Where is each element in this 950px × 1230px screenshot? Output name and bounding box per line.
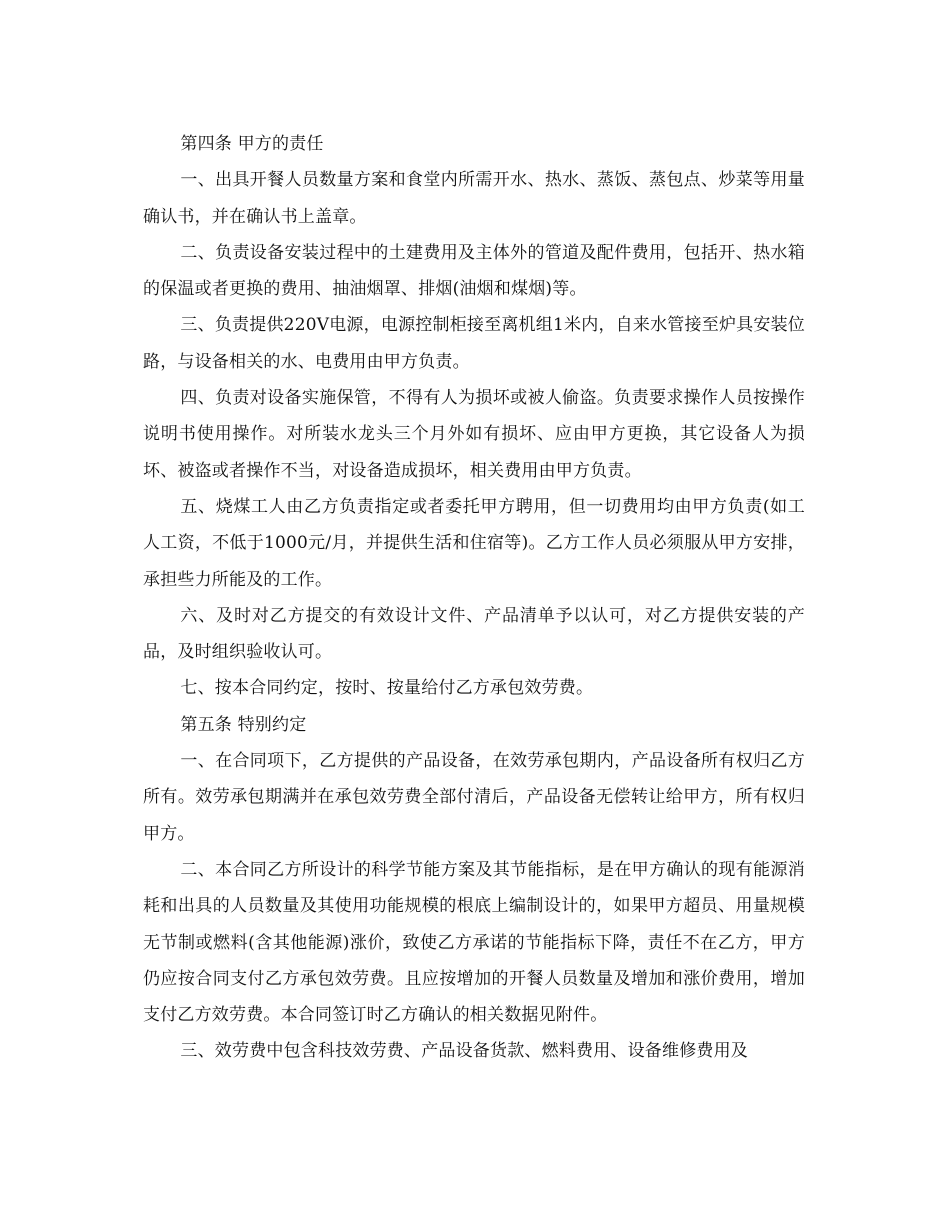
article-5-item-3: 三、效劳费中包含科技效劳费、产品设备货款、燃料费用、设备维修费用及 <box>180 1041 748 1062</box>
article-4-item-2: 二、负责设备安装过程中的土建费用及主体外的管道及配件费用，包括开、热水箱的保温或者更换的费用、抽油烟罩、排烟(油烟和煤烟)等。 <box>143 242 805 300</box>
article-4-item-4: 四、负责对设备实施保管，不得有人为损坏或被人偷盗。负责要求操作人员按操作说明书使用操作。对所装水龙头三个月外如有损坏、应由甲方更换，其它设备人为损坏、被盗或者操作不当，对设备造成损坏，相关费用由甲方负责。 <box>143 388 805 481</box>
article-4-item-3: 三、负责提供220V电源，电源控制柜接至离机组1米内，自来水管接至炉具安装位路，与设备相关的水、电费用由甲方负责。 <box>143 315 805 372</box>
article-5-heading: 第五条 特别约定 <box>180 714 307 735</box>
article-4-heading: 第四条 甲方的责任 <box>180 134 324 154</box>
article-5-item-2: 二、本合同乙方所设计的科学节能方案及其节能指标，是在甲方确认的现有能源消耗和出具的人员数量及其使用功能规模的根底上编制设计的，如果甲方超员、用量规模无节制或燃料(含其他能源)涨价，致使乙方承诺的节能指标下降，责任不在乙方，甲方仍应按合同支付乙方承包效劳费。且应按增加的开餐人员数量及增加和涨价费用，增加支付乙方效劳费。本合同签订时乙方确认的相关数据见附件。 <box>143 859 805 1026</box>
article-4-item-6: 六、及时对乙方提交的有效设计文件、产品清单予以认可，对乙方提供安装的产品，及时组织验收认可。 <box>143 605 805 663</box>
article-4-item-5: 五、烧煤工人由乙方负责指定或者委托甲方聘用，但一切费用均由甲方负责(如工人工资，不低于1000元/月，并提供生活和住宿等)。乙方工作人员必须服从甲方安排，承担些力所能及的工作。 <box>143 496 805 590</box>
contract-body <box>143 126 805 1070</box>
article-4-item-7: 七、按本合同约定，按时、按量给付乙方承包效劳费。 <box>180 678 594 699</box>
article-4-item-1: 一、出具开餐人员数量方案和食堂内所需开水、热水、蒸饭、蒸包点、炒菜等用量确认书，并在确认书上盖章。 <box>143 170 805 227</box>
article-5-item-1: 一、在合同项下，乙方提供的产品设备，在效劳承包期内，产品设备所有权归乙方所有。效劳承包期满并在承包效劳费全部付清后，产品设备无偿转让给甲方，所有权归甲方。 <box>143 751 805 844</box>
